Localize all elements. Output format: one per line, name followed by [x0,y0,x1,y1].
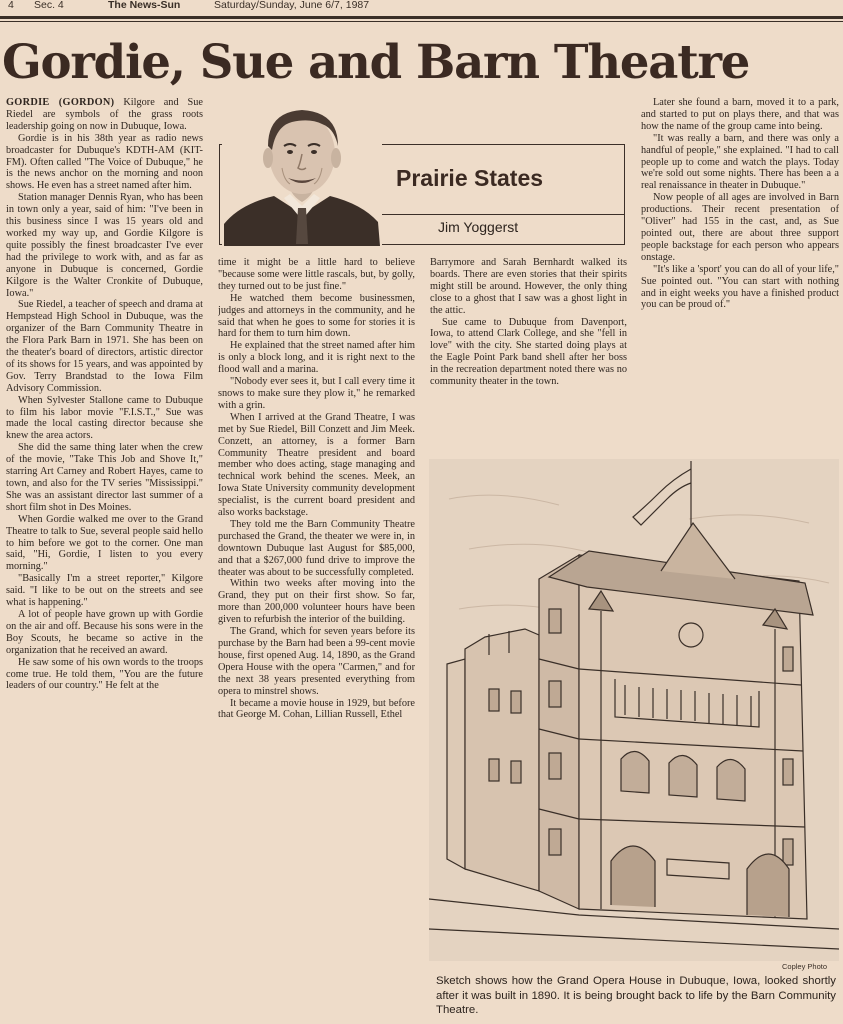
lead-paragraph [6,97,203,133]
article-column-1 [6,97,203,1022]
columnist-portrait [222,96,382,246]
newspaper-name: The News-Sun [108,0,181,11]
paragraph: When I arrived at the Grand Theatre, I was met by Sue Riedel, Bill Conzett and Jim Meek. Conzett, an attorney, is a former Barn Community Theatre president and board member who does acting, stage managing and technical work behind the scenes. Meek, an Iowa State University community development specialist, is the current board president and also works backstage. [218,411,415,519]
paragraph: time it might be a little hard to believe "because some were little rascals, but, by golly, they turned out to be just fine." [218,257,415,292]
paragraph-text: Kilgore and Sue Riedel are symbols of the grass roots leadership going on now in Dubuque, Iowa. [6,97,203,132]
photo-caption: Sketch shows how the Grand Opera House in Dubuque, Iowa, looked shortly after it was built in 1890. It is being brought back to life by the Barn Community Theatre. [436,975,836,1016]
article-headline: Gordie, Sue and Barn Theatre [2,34,750,89]
paragraph: A lot of people have grown up with Gordie on the air and off. Because his sons were in the Boy Scouts, he became so active in the organization that he received an award. [6,608,203,656]
opera-house-sketch [429,459,839,961]
paragraph: Later she found a barn, moved it to a park, and started to put on plays there, and that was how the name of the group came into being. [641,97,839,132]
paragraph: Sue came to Dubuque from Davenport, Iowa, to attend Clark College, and she "fell in love" with the city. She started doing plays at the Eagle Point Park band shell after her boss in the recreation department noted there was no community theater in the town. [430,316,627,388]
page-number: 4 [8,0,14,11]
paragraph: Barrymore and Sarah Bernhardt walked its boards. There are even stories that their spirits might still be around. However, the only thing close to a ghost that I saw was a ghost light in the attic. [430,257,627,316]
header-rule-thin [0,21,843,22]
paragraph: She did the same thing later when the crew of the movie, "Take This Job and Shove It," starring Art Carney and Robert Hayes, came to town, and also for the TV series "Mississippi." She was an assistant director last summer of a short film shot in Des Moines. [6,442,203,513]
article-column-3 [430,257,627,452]
paragraph: Gordie is in his 38th year as radio news broadcaster for Dubuque's KDTH-AM (KIT-FM). Often called "The Voice of Dubuque," he is the news anchor on the morning and noon shows. He even has a street named after him. [6,132,203,192]
paragraph: He watched them become businessmen, judges and attorneys in the community, and he said that when he goes to some for stories it is hard for them to turn him down. [218,292,415,340]
paragraph: Sue Riedel, a teacher of speech and drama at Hempstead High School in Dubuque, was the organizer of the Barn Community Theatre in the Flora Park Barn in 1971. She has been on the theater's board of directors, artistic director of its shows for 15 years, and was appointed by Gov. Terry Brandstad to the Iowa Film Advisory Commission. [6,299,203,394]
lead-in: GORDIE (GORDON) [6,97,115,108]
paragraph: Within two weeks after moving into the Grand, they put on their first show. So far, more than 200,000 volunteer hours have been given to refurbish the interior of the building. [218,578,415,626]
paragraph: "It's like a 'sport' you can do all of your life," Sue pointed out. "You can start with nothing and in eight weeks you have a finished product you can be proud of." [641,263,839,311]
paragraph: He saw some of his own words to the troops come true. He told them, "You are the future leaders of our country." He felt at the [6,656,203,692]
header-rule [0,16,843,19]
page-header [8,0,838,14]
article-column-2 [218,257,415,1022]
paragraph: When Sylvester Stallone came to Dubuque to film his labor movie "F.I.S.T.," Sue was made the local casting director because she knew the area actors. [6,394,203,442]
paragraph: The Grand, which for seven years before its purchase by the Barn had been a 99-cent movie house, first opened Aug. 14, 1890, as the Grand Opera House with the opera "Carmen," and for the next 38 years presented everything from opera to minstrel shows. [218,626,415,697]
paragraph: "Basically I'm a street reporter," Kilgore said. "I like to be out on the streets and see what is happening." [6,573,203,609]
paragraph: It became a movie house in 1929, but before that George M. Cohan, Lillian Russell, Ethel [218,697,415,721]
paragraph: "Nobody ever sees it, but I call every time it snows to make sure they plow it," he remarked with a grin. [218,376,415,411]
paragraph: They told me the Barn Community Theatre purchased the Grand, the theater we were in, in downtown Dubuque last August for $85,000, and that a $267,000 fund drive to improve the theater was about to be successfully completed. [218,518,415,578]
paragraph: "It was really a barn, and there was only a handful of people," she explained. "I had to call people up to come and watch the plays. Today we're sold out some nights. There has been a a real renaissance in theater in Dubuque." [641,132,839,192]
column-byline: Jim Yoggerst [438,219,519,235]
paragraph: Now people of all ages are involved in Barn productions. Their recent presentation of "Oliver" had 155 in the cast, and, as Sue pointed out, there are about three support people backstage for each person who appears onstage. [641,192,839,263]
issue-date: Saturday/Sunday, June 6/7, 1987 [214,0,370,11]
paragraph: Station manager Dennis Ryan, who has been in town only a year, said of him: "I've been in this business since I was 15 years old and worked my way up, and Gordie Kilgore is quite possibly the finest broadcaster I've ever had the privilege to work with, and as far as anyone in Dubuque is concerned, Gordie Kilgore is the Walter Cronkite of Dubuque, Iowa." [6,192,203,299]
paragraph: When Gordie walked me over to the Grand Theatre to talk to Sue, several people said hello to him before we got to the corner. One man said, "Hi, Gordie, I listen to you every morning." [6,513,203,573]
paragraph: He explained that the street named after him is only a block long, and it is right next to the flood wall and a marina. [218,340,415,376]
photo-credit: Copley Photo [782,962,828,971]
column-title: Prairie States [396,165,544,191]
box-divider [372,214,624,215]
article-column-4 [641,97,839,452]
section-label: Sec. 4 [34,0,64,11]
